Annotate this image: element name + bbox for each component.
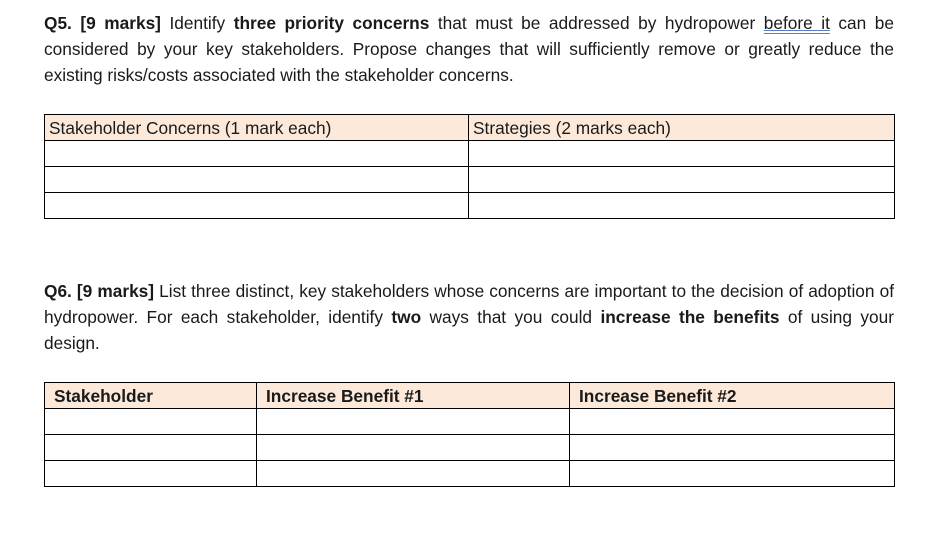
table-row xyxy=(45,141,895,167)
stakeholder-benefits-table xyxy=(44,382,895,487)
table-cell[interactable] xyxy=(45,167,469,193)
q5-text-1: Identify xyxy=(160,13,234,33)
table-cell[interactable] xyxy=(469,141,895,167)
table-cell[interactable] xyxy=(257,435,570,461)
table-cell[interactable] xyxy=(469,167,895,193)
header-stakeholder-concerns: Stakeholder Concerns (1 mark each) xyxy=(45,115,469,141)
header-stakeholder: Stakeholder xyxy=(45,383,257,409)
table-cell[interactable] xyxy=(469,193,895,219)
q6-text-1: List three distinct, key stakeholders whose concerns are important to the decision of adoption of hydropower. For each stakeholder, identify xyxy=(44,281,894,327)
table-cell[interactable] xyxy=(45,141,469,167)
q6-text-2: ways that you could xyxy=(421,307,601,327)
table-cell[interactable] xyxy=(570,461,895,487)
table-cell[interactable] xyxy=(570,409,895,435)
q5-emphasis-concerns: three priority concerns xyxy=(233,13,430,33)
header-increase-benefit-1: Increase Benefit #1 xyxy=(257,383,570,409)
question-5-text xyxy=(44,10,894,88)
q5-text-3: can be considered by your key stakeholders. Propose changes that will sufficiently remove or greatly reduce the existing risks/costs associated with the stakeholder concerns. xyxy=(44,13,894,85)
q6-emphasis-two: two xyxy=(391,307,422,327)
table-cell[interactable] xyxy=(45,409,257,435)
table-row xyxy=(45,409,895,435)
table-cell[interactable] xyxy=(570,435,895,461)
table-row xyxy=(45,193,895,219)
table-cell[interactable] xyxy=(45,193,469,219)
question-6-text xyxy=(44,278,894,356)
header-strategies: Strategies (2 marks each) xyxy=(469,115,895,141)
table-row xyxy=(45,167,895,193)
q6-emphasis-increase-benefits: increase the benefits xyxy=(600,307,780,327)
table-row xyxy=(45,461,895,487)
table-cell[interactable] xyxy=(257,409,570,435)
q5-text-2: that must be addressed by hydropower xyxy=(429,13,764,33)
header-increase-benefit-2: Increase Benefit #2 xyxy=(570,383,895,409)
table-cell[interactable] xyxy=(257,461,570,487)
table-row xyxy=(45,435,895,461)
question-6-label: Q6. [9 marks] xyxy=(44,281,155,301)
table-cell[interactable] xyxy=(45,461,257,487)
q6-text-3: of using your design. xyxy=(44,307,894,353)
table-header-row xyxy=(45,115,895,141)
stakeholder-concerns-table xyxy=(44,114,895,219)
q5-underlined-before-it: before it xyxy=(763,13,830,33)
table-header-row xyxy=(45,383,895,409)
table-cell[interactable] xyxy=(45,435,257,461)
question-5-label: Q5. [9 marks] xyxy=(44,13,161,33)
